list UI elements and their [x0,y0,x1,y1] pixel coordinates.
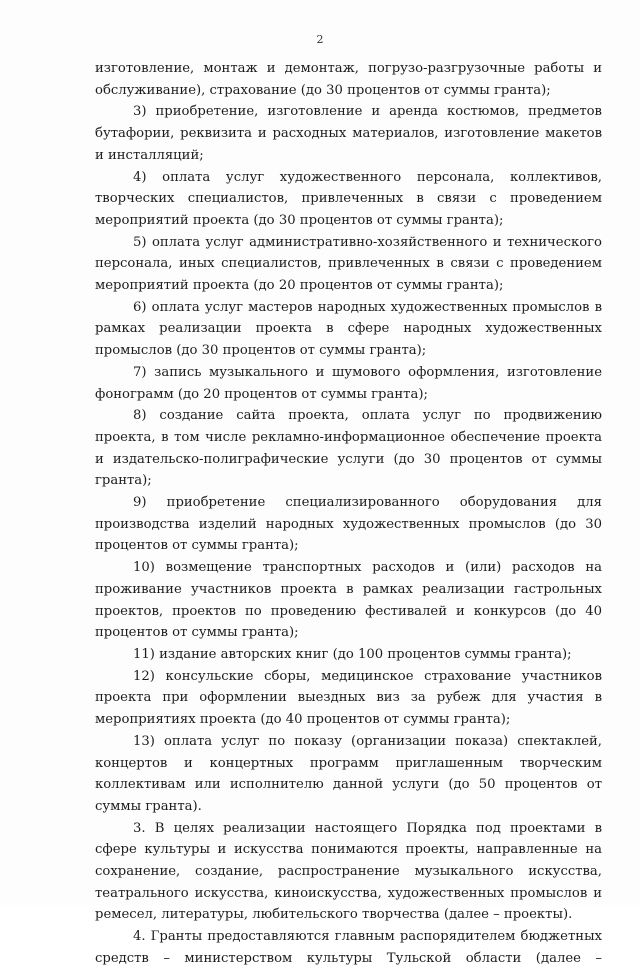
document-body [95,58,602,970]
paragraph-continuation: изготовление, монтаж и демонтаж, погрузо-разгрузочные работы и обслуживание), страхование (до 30 процентов от суммы гранта); [95,61,602,98]
section-4-paragraph: 4. Гранты предоставляются главным распорядителем бюджетных средств – министерством культуры Тульской области (далее – [95,929,602,966]
list-item-12: 12) консульские сборы, медицинское страхование участников проекта при оформлении выездных виз за рубеж для участия в мероприятиях проекта (до 40 процентов от суммы гранта); [95,668,602,728]
list-item-8: 8) создание сайта проекта, оплата услуг по продвижению проекта, в том числе рекламно-информационное обеспечение проекта и издательско-полиграфические услуги (до 30 процентов от суммы гранта); [95,408,602,489]
list-item-9: 9) приобретение специализированного оборудования для производства изделий народных художественных промыслов (до 30 процентов от суммы гранта); [95,495,602,554]
list-item-10: 10) возмещение транспортных расходов и (или) расходов на проживание участников проекта в рамках реализации гастрольных проектов, проектов по проведению фестивалей и конкурсов (до 40 процентов от суммы гранта); [95,560,602,641]
list-item-11: 11) издание авторских книг (до 100 процентов суммы гранта); [133,646,572,662]
section-3-paragraph: 3. В целях реализации настоящего Порядка под проектами в сфере культуры и искусства понимаются проекты, направленные на сохранение, создание, распространение музыкального искусства, театрального искусства, киноискусства, художественных промыслов и ремесел, литературы, любительского творчества (далее – проекты). [95,820,602,923]
list-item-3: 3) приобретение, изготовление и аренда костюмов, предметов бутафории, реквизита и расходных материалов, изготовление макетов и инсталляций; [95,104,602,163]
page-number: 2 [316,33,324,46]
list-item-13: 13) оплата услуг по показу (организации показа) спектаклей, концертов и концертных программ приглашенным творческим коллективам или исполнителю данной услуги (до 50 процентов от суммы гранта). [95,733,602,814]
list-item-5: 5) оплата услуг административно-хозяйственного и технического персонала, иных специалистов, привлеченных в связи с проведением мероприятий проекта (до 20 процентов от суммы гранта); [95,234,602,294]
list-item-4: 4) оплата услуг художественного персонала, коллективов, творческих специалистов, привлеченных в связи с проведением мероприятий проекта (до 30 процентов от суммы гранта); [95,169,602,228]
list-item-7: 7) запись музыкального и шумового оформления, изготовление фонограмм (до 20 процентов от суммы гранта); [95,364,602,402]
list-item-6: 6) оплата услуг мастеров народных художественных промыслов в рамках реализации проекта в сфере народных художественных промыслов (до 30 процентов от суммы гранта); [95,299,602,359]
